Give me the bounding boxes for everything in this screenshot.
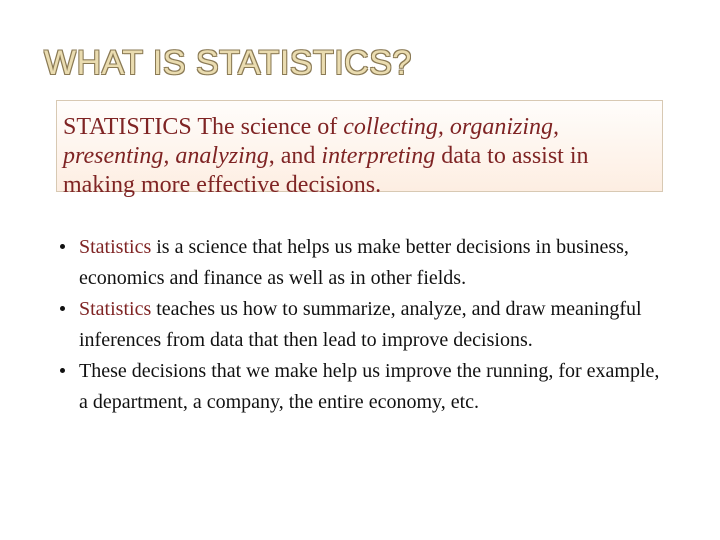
definition-term: STATISTICS [63,114,192,140]
definition-text-1: The science of [191,114,344,140]
bullet-dot-icon [60,306,65,311]
bullet-dot-icon [60,244,65,249]
bullet-dot-icon [60,368,65,373]
bullet-item [60,294,660,356]
bullet-keyword: Statistics [79,298,152,320]
definition-box [56,100,663,198]
bullet-keyword: Statistics [79,236,152,258]
bullet-item [60,232,660,294]
slide-title: WHAT IS STATISTICS? [44,44,412,82]
bullet-text: These decisions that we make help us improve the running, for example, a department, a company, the entire economy, etc. [79,360,660,413]
bullet-item [60,356,660,418]
definition-emphasis-1: collecting, organizing, presenting, analyzing [63,114,560,169]
bullet-list [60,232,660,418]
bullet-text: teaches us how to summarize, analyze, and draw meaningful inferences from data that then lead to improve decisions. [79,298,642,351]
definition-emphasis-2: interpreting [321,143,436,169]
definition-text-3: data to assist in making more effective decisions. [63,143,589,198]
bullet-text: is a science that helps us make better decisions in business, economics and finance as well as in other fields. [79,236,629,289]
definition-text-2: , and [268,143,322,169]
